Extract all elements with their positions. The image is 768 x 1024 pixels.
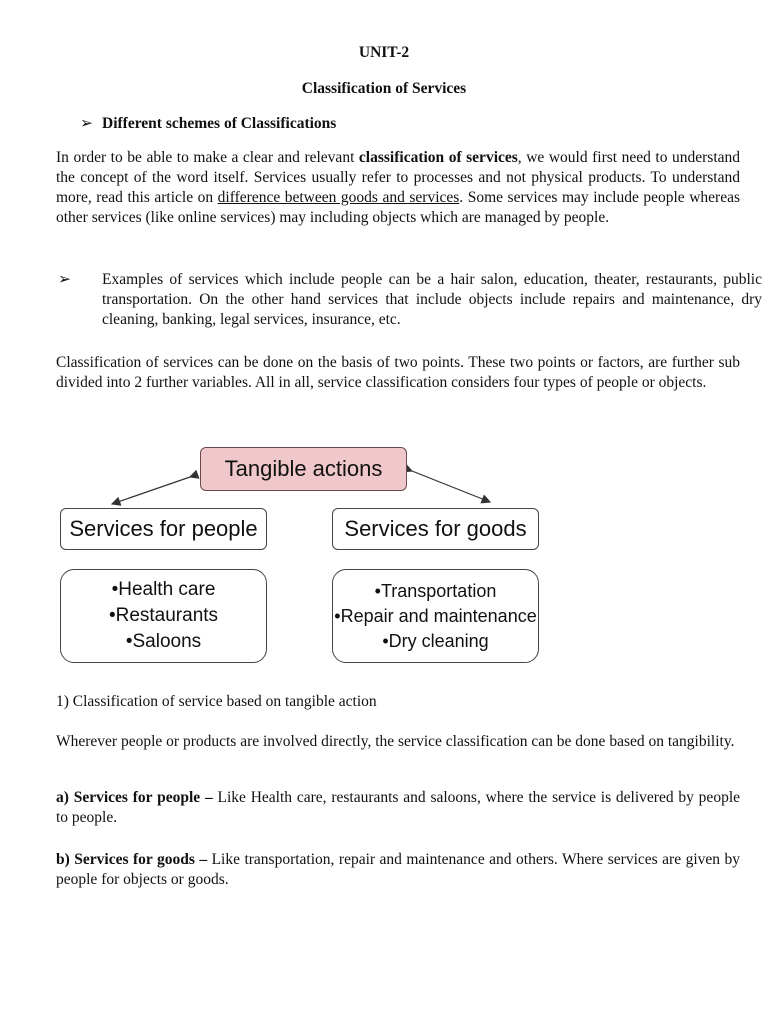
item-b-paragraph: [56, 850, 740, 890]
intro-paragraph: [56, 148, 740, 228]
intro-text-1: In order to be able to make a clear and relevant: [56, 149, 359, 166]
list-item: •Restaurants: [108, 605, 219, 626]
arrow-bullet-icon: ➢: [58, 271, 71, 288]
classification-diagram: [0, 440, 768, 670]
examples-bullet: [58, 270, 762, 330]
list-item: •Repair and maintenance: [334, 605, 537, 626]
intro-text-3: . Some services may include people whereas other services (like online services) may including objects which are managed by people.: [56, 189, 740, 226]
list-item: •Health care: [111, 579, 216, 600]
section-heading-text: Different schemes of Classifications: [102, 115, 337, 132]
item-b-text: Like transportation, repair and maintenance and others. Where services are given by people for objects or goods.: [56, 851, 740, 888]
goods-vs-services-link[interactable]: difference between goods and services: [217, 189, 460, 206]
services-for-people-box: Services for people: [60, 508, 267, 550]
unit-heading: UNIT-2: [358, 44, 410, 61]
intro-bold-term: classification of services: [358, 149, 518, 166]
intro-text-2: , we would first need to understand the concept of the word itself. Services usually refer to processes and not physical products. To understand more, read this article on: [56, 149, 741, 206]
numbered-heading: 1) Classification of service based on tangible action: [56, 693, 377, 710]
examples-text: Examples of services which include people can be a hair salon, education, theater, restaurants, public transportation. On the other hand services that include objects include repairs and maintenance, dry cleaning, banking, legal services, insurance, etc.: [102, 271, 762, 328]
people-examples-box: [60, 569, 267, 663]
section-bullet-heading: [80, 114, 336, 133]
arrow-bullet-icon: ➢: [80, 115, 93, 132]
list-item: •Transportation: [374, 580, 497, 601]
tangible-actions-box: Tangible actions: [200, 447, 407, 491]
item-a-text: Like Health care, restaurants and saloons, where the service is delivered by people to people.: [56, 789, 741, 826]
list-item: •Dry cleaning: [382, 630, 489, 651]
arrow-to-people: [112, 477, 190, 504]
tangibility-paragraph: Wherever people or products are involved directly, the service classification can be done based on tangibility.: [56, 733, 735, 750]
list-item: •Saloons: [125, 631, 202, 652]
item-a-label: a) Services for people –: [56, 789, 213, 806]
goods-examples-box: [332, 569, 539, 663]
arrow-to-goods: [412, 471, 490, 502]
page-title: Classification of Services: [301, 80, 467, 97]
services-for-goods-box: Services for goods: [332, 508, 539, 550]
basis-paragraph: Classification of services can be done on the basis of two points. These two points or factors, are further sub divided into 2 further variables. All in all, service classification considers four types of people or objects.: [56, 354, 740, 391]
item-a-paragraph: [56, 788, 740, 828]
item-b-label: b) Services for goods –: [56, 851, 208, 868]
